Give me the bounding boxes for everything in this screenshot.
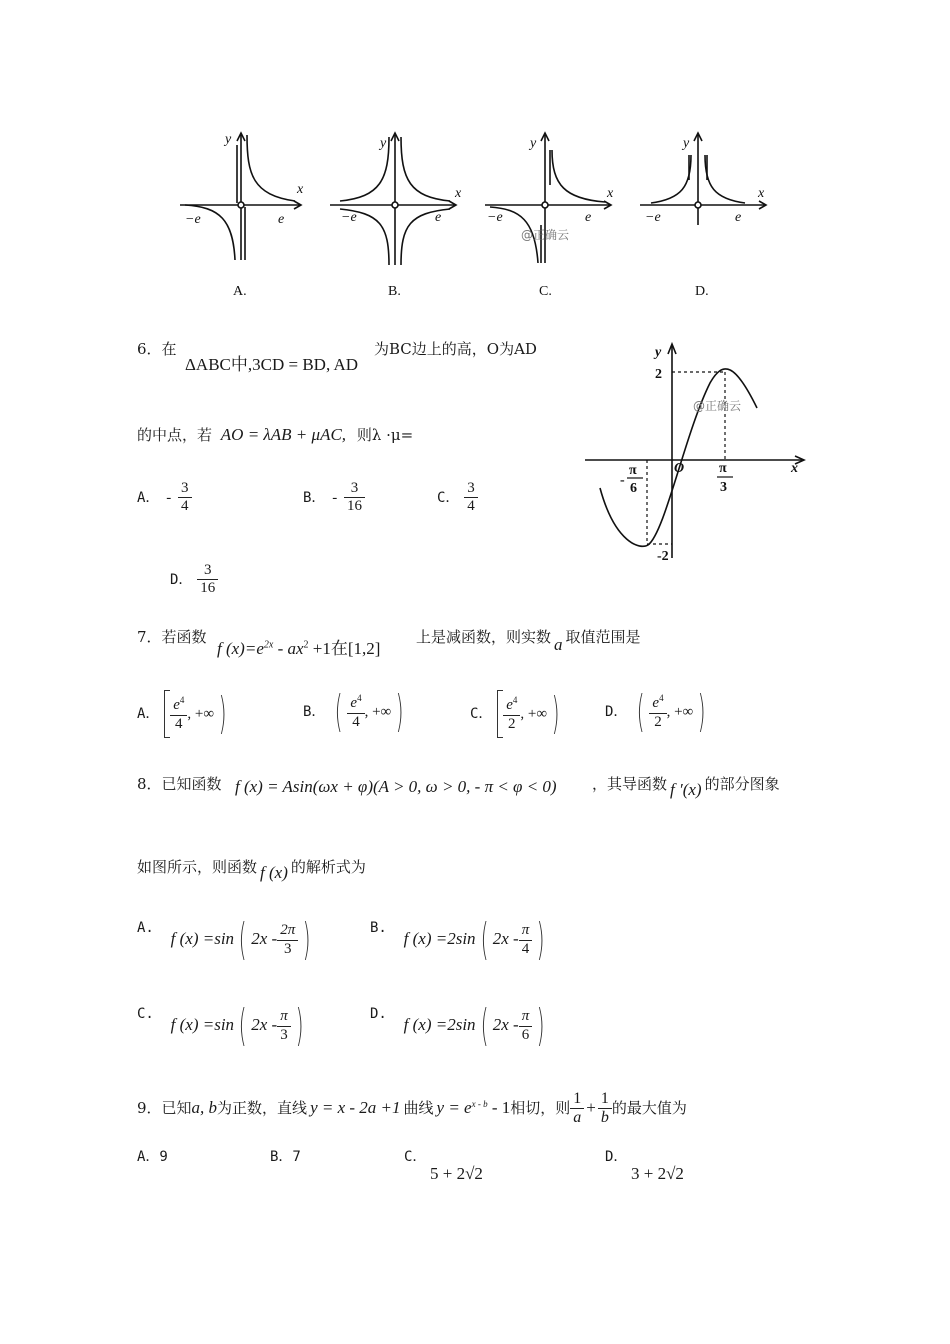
q9-option-c[interactable]: C． 5 + 2√2 (404, 1149, 483, 1183)
deriv-origin: O (674, 461, 685, 476)
q9-stem: 9．已知a, b为正数，直线 y = x - 2a +1 曲线 $y = e^{x - b} - 1$相切，则 $\frac{1}{a}$ + $\frac{1}{b}$ 的最大值为 (137, 1090, 687, 1127)
q7-option-d[interactable]: D． ( $\frac{e^4}{2}$ , +∞ ) (605, 686, 706, 737)
graph-d-y-label: y (683, 136, 690, 151)
q6-number: 6．在 (137, 340, 177, 358)
graph-a-pos-e: e (278, 212, 285, 227)
q8-option-a[interactable]: A. f (x) =sin ( 2x - $\frac{2\pi}{3}$ ) (137, 914, 311, 965)
graph-a (180, 133, 301, 260)
graph-a-neg-e: −e (185, 212, 201, 227)
graph-b-pos-e: e (435, 210, 442, 225)
q8-line2: 如图所示，则函数 f (x) 的解析式为 (137, 858, 366, 882)
q8-option-b[interactable]: B. f (x) =2sin ( 2x - $\frac{\pi}{4}$ ) (370, 914, 545, 965)
graph-b-label: B. (388, 284, 401, 299)
q8-option-c[interactable]: C. f (x) =sin ( 2x - $\frac{\pi}{3}$ ) (137, 1000, 304, 1051)
q6-triangle: ΔABC中,3CD = BD, AD (185, 355, 359, 374)
q8-func: f (x) = Asin(ωx + φ)(A > 0, ω > 0, - π < φ < 0) (235, 777, 557, 796)
graph-c-y-label: y (530, 136, 537, 151)
q8-line1-tail: ，其导函数 f ′(x) 的部分图象 (592, 775, 780, 799)
deriv-x-pos-den: 3 (720, 480, 727, 495)
q5-watermark: @正确云 (521, 228, 570, 242)
graph-c-pos-e: e (585, 210, 592, 225)
graph-d-x-label: x (758, 186, 765, 201)
deriv-y-min: -2 (657, 549, 669, 564)
q7-stem: 7．若函数 (137, 628, 207, 646)
q6-option-d[interactable]: D． $\frac{3}{16}$ (170, 562, 218, 598)
graph-a-x-label: x (297, 182, 304, 197)
q7-tail: 上是减函数，则实数 a 取值范围是 (416, 628, 641, 654)
deriv-x-neg-num: π (629, 463, 637, 478)
graph-b-neg-e: −e (341, 210, 357, 225)
graph-d-pos-e: e (735, 210, 742, 225)
deriv-x-neg-sign: - (620, 473, 625, 488)
q9-option-a[interactable]: A．9 (137, 1149, 168, 1165)
graph-a-label: A. (233, 284, 247, 299)
q9-option-b[interactable]: B．7 (270, 1149, 301, 1165)
q7-option-b[interactable]: B． ( $\frac{e^4}{4}$ , +∞ ) (303, 686, 404, 737)
q8-line1: 8．已知函数 (137, 775, 222, 793)
q6-tail: 为BC边上的高，O为AD (374, 340, 537, 358)
graph-c-x-label: x (607, 186, 614, 201)
q6-option-b[interactable]: B． - $\frac{3}{16}$ (303, 480, 365, 516)
graph-c-neg-e: −e (487, 210, 503, 225)
deriv-x-pos-num: π (719, 461, 727, 476)
graph-d-neg-e: −e (645, 210, 661, 225)
deriv-x-neg-den: 6 (630, 481, 637, 496)
q5-graphs (175, 125, 775, 305)
deriv-watermark: @正确云 (693, 399, 742, 413)
graph-d-label: D. (695, 284, 709, 299)
graph-c-label: C. (539, 284, 552, 299)
derivative-graph (585, 338, 815, 568)
q7-formula: f $(x)=e^{2x} - ax^2 +1$在[1,2] (217, 639, 381, 658)
deriv-x-label: x (791, 461, 798, 476)
graph-a-y-label: y (225, 132, 232, 147)
graph-b (330, 133, 456, 265)
q7-option-a[interactable]: A． $\frac{e^4}{4}$ , +∞ ) (137, 688, 227, 739)
q6-line1 (137, 338, 177, 359)
graph-c (485, 133, 611, 263)
deriv-y-label: y (655, 345, 662, 360)
deriv-y-max: 2 (655, 367, 662, 382)
graph-b-x-label: x (455, 186, 462, 201)
q9-option-d[interactable]: D． 3 + 2√2 (605, 1149, 684, 1183)
q6-option-c[interactable]: C． $\frac{3}{4}$ (437, 480, 478, 516)
q8-option-d[interactable]: D. f (x) =2sin ( 2x - $\frac{\pi}{6}$ ) (370, 1000, 545, 1051)
q6-option-a[interactable]: A． - $\frac{3}{4}$ (137, 480, 192, 516)
graph-b-y-label: y (380, 136, 387, 151)
q6-line2: 的中点，若 AO = λAB + μAC, 则λ ·μ= (137, 425, 414, 444)
q7-option-c[interactable]: C． $\frac{e^4}{2}$ , +∞ ) (470, 688, 560, 739)
